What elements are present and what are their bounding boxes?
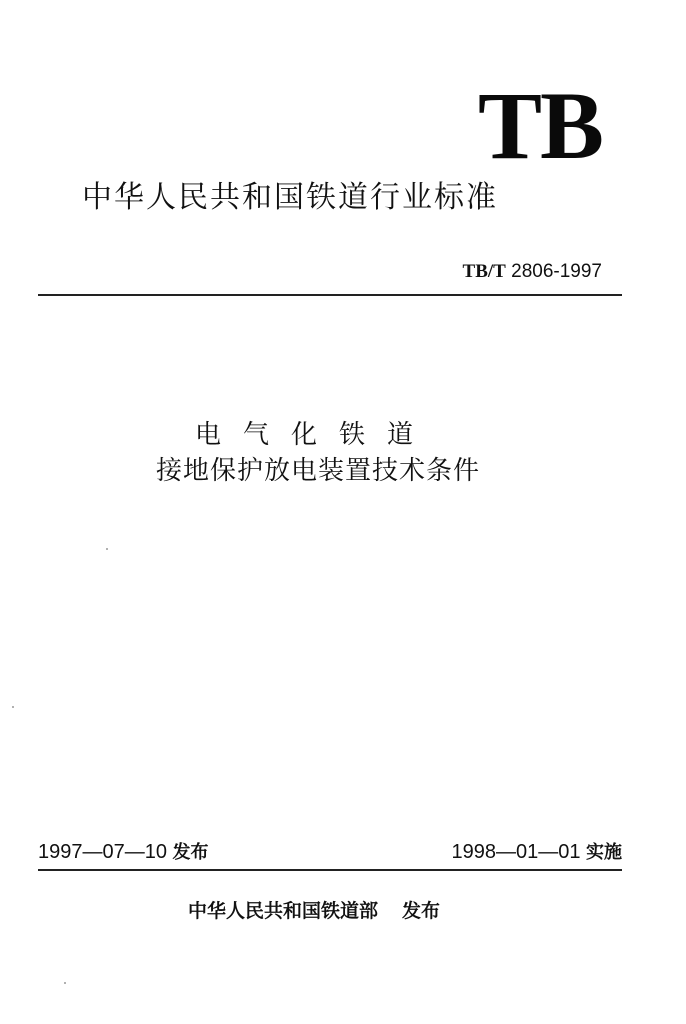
bottom-divider bbox=[38, 869, 622, 871]
issuer-action: 发布 bbox=[402, 900, 441, 922]
issue-date: 1997—07—10 bbox=[38, 841, 167, 863]
scan-speck bbox=[106, 548, 108, 550]
effective-label: 实施 bbox=[586, 842, 622, 863]
standard-code-number: 2806-1997 bbox=[511, 261, 602, 282]
scan-speck bbox=[12, 706, 14, 708]
issuer-name: 中华人民共和国铁道部 bbox=[188, 900, 379, 922]
document-title-line-1: 电气化铁道 bbox=[195, 420, 436, 450]
standard-code bbox=[463, 262, 602, 281]
standard-code-prefix: TB/T bbox=[462, 261, 506, 282]
issue-label: 发布 bbox=[172, 842, 209, 863]
top-divider bbox=[38, 294, 622, 296]
scan-speck bbox=[64, 982, 66, 984]
document-title-line-2: 接地保护放电装置技术条件 bbox=[156, 456, 481, 486]
tb-logo: TB bbox=[477, 72, 602, 179]
issuer-line bbox=[188, 900, 440, 923]
effective-date: 1998—01—01 bbox=[451, 841, 581, 863]
issue-date-block bbox=[38, 840, 209, 864]
standard-category-title: 中华人民共和国铁道行业标准 bbox=[82, 180, 498, 215]
effective-date-block bbox=[451, 840, 622, 864]
